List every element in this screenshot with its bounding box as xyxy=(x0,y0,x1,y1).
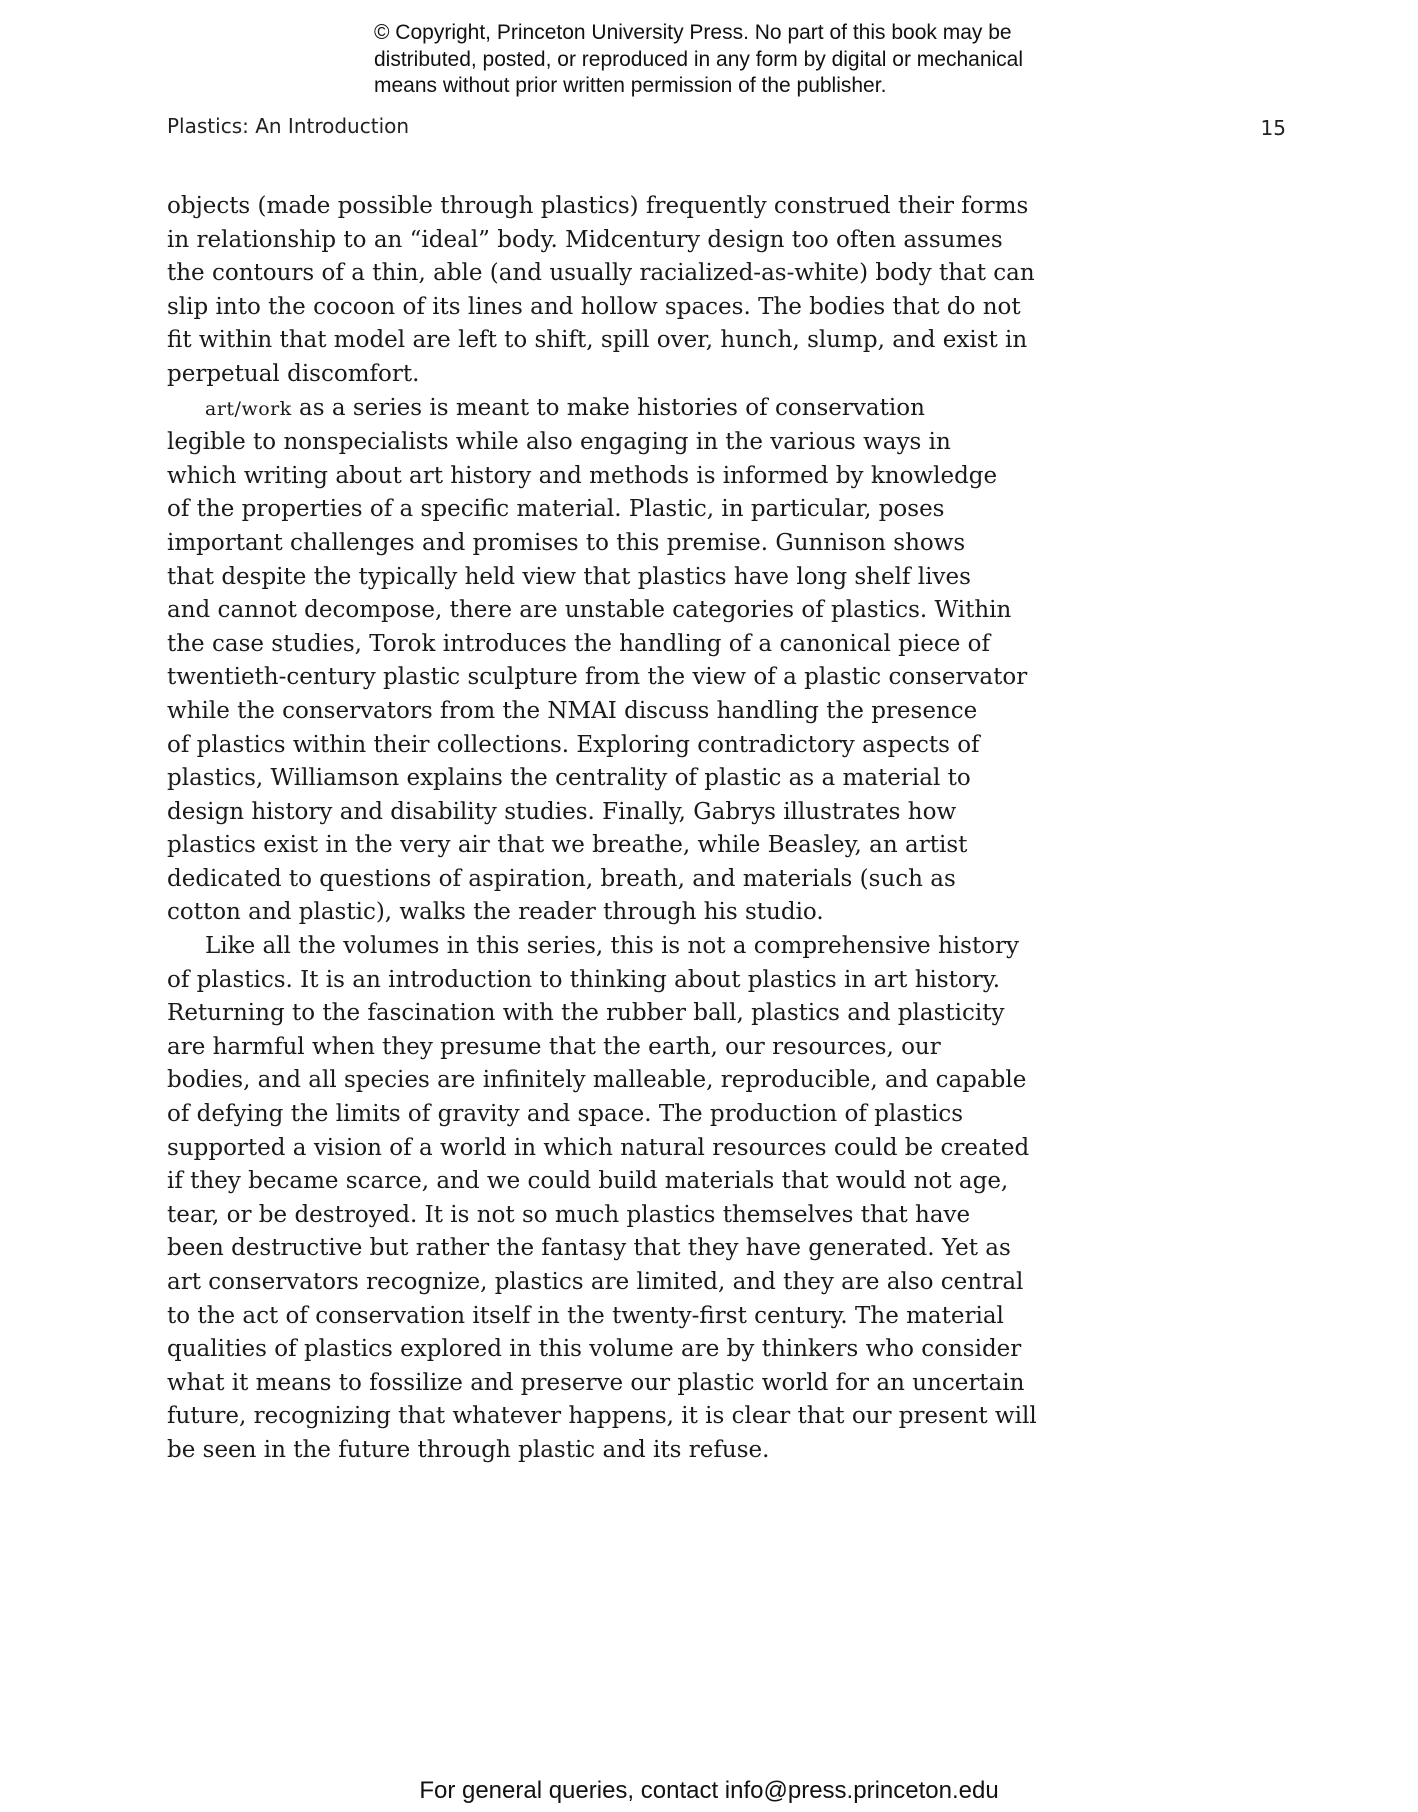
text-line: dedicated to questions of aspiration, breath, and materials (such as xyxy=(167,865,956,892)
text-line: design history and disability studies. Finally, Gabrys illustrates how xyxy=(167,798,957,825)
text-line xyxy=(167,392,1027,427)
body-text xyxy=(167,190,1037,1468)
text-line: fit within that model are left to shift, spill over, hunch, slump, and exist in xyxy=(167,327,1028,354)
text-line: art conservators recognize, plastics are limited, and they are also central xyxy=(167,1269,1024,1295)
paragraph-3 xyxy=(167,930,1037,1468)
text-line: legible to nonspecialists while also engaging in the various ways in xyxy=(167,429,951,456)
text-line: cotton and plastic), walks the reader through his studio. xyxy=(167,899,824,926)
text-line-rest: as a series is meant to make histories of conservation xyxy=(291,394,925,421)
text-line: of plastics within their collections. Exploring contradictory aspects of xyxy=(167,731,980,758)
text-line: be seen in the future through plastic and its refuse. xyxy=(167,1436,770,1463)
copyright-line-3: means without prior written permission of the publisher. xyxy=(374,74,887,97)
text-line: of plastics. It is an introduction to thinking about plastics in art history. xyxy=(167,966,1001,993)
text-line: bodies, and all species are infinitely malleable, reproducible, and capable xyxy=(167,1067,1027,1094)
text-line: plastics exist in the very air that we breathe, while Beasley, an artist xyxy=(167,832,968,859)
text-line: that despite the typically held view that plastics have long shelf lives xyxy=(167,563,971,590)
text-line: supported a vision of a world in which natural resources could be created xyxy=(167,1134,1030,1161)
copyright-line-1: © Copyright, Princeton University Press. No part of this book may be xyxy=(374,21,1012,44)
running-head: Plastics: An Introduction xyxy=(167,114,410,138)
series-name: art/work xyxy=(205,397,292,420)
text-line: the contours of a thin, able (and usually racialized-as-white) body that can xyxy=(167,260,1035,287)
text-line: in relationship to an “ideal” body. Midcentury design too often assumes xyxy=(167,226,1003,253)
text-line: are harmful when they presume that the earth, our resources, our xyxy=(167,1033,941,1060)
copyright-line-2: distributed, posted, or reproduced in any form by digital or mechanical xyxy=(374,47,1024,71)
text-line: while the conservators from the NMAI discuss handling the presence xyxy=(167,697,978,724)
text-line: plastics, Williamson explains the centrality of plastic as a material to xyxy=(167,765,971,792)
text-line: slip into the cocoon of its lines and hollow spaces. The bodies that do not xyxy=(167,293,1021,320)
text-line: which writing about art history and methods is informed by knowledge xyxy=(167,462,998,489)
text-line: the case studies, Torok introduces the handling of a canonical piece of xyxy=(167,630,990,657)
text-line: Like all the volumes in this series, this is not a comprehensive history xyxy=(205,933,1020,960)
text-line: objects (made possible through plastics) frequently construed their forms xyxy=(167,193,1029,219)
text-line: of the properties of a specific material. Plastic, in particular, poses xyxy=(167,496,945,523)
text-line: twentieth-century plastic sculpture from the view of a plastic conservator xyxy=(167,664,1028,691)
paragraph-1 xyxy=(167,190,1035,392)
text-line: Returning to the fascination with the rubber ball, plastics and plasticity xyxy=(167,1000,1005,1027)
text-line: future, recognizing that whatever happens, it is clear that our present will xyxy=(167,1403,1037,1430)
footer-contact: For general queries, contact info@press.princeton.edu xyxy=(419,1777,999,1804)
text-line: perpetual discomfort. xyxy=(167,360,420,387)
text-line: what it means to fossilize and preserve our plastic world for an uncertain xyxy=(167,1369,1025,1396)
text-line: to the act of conservation itself in the twenty-first century. The material xyxy=(167,1302,1004,1329)
text-line: qualities of plastics explored in this volume are by thinkers who consider xyxy=(167,1336,1022,1363)
page-number: 15 xyxy=(1260,116,1286,140)
text-line: tear, or be destroyed. It is not so much plastics themselves that have xyxy=(167,1201,971,1228)
text-line: if they became scarce, and we could build materials that would not age, xyxy=(167,1168,1009,1195)
text-line: been destructive but rather the fantasy that they have generated. Yet as xyxy=(167,1235,1011,1262)
text-line: and cannot decompose, there are unstable categories of plastics. Within xyxy=(167,597,1012,624)
paragraph-2 xyxy=(167,392,1027,931)
text-line: important challenges and promises to this premise. Gunnison shows xyxy=(167,529,966,556)
copyright-notice xyxy=(374,20,1094,100)
text-line: of defying the limits of gravity and space. The production of plastics xyxy=(167,1101,964,1128)
